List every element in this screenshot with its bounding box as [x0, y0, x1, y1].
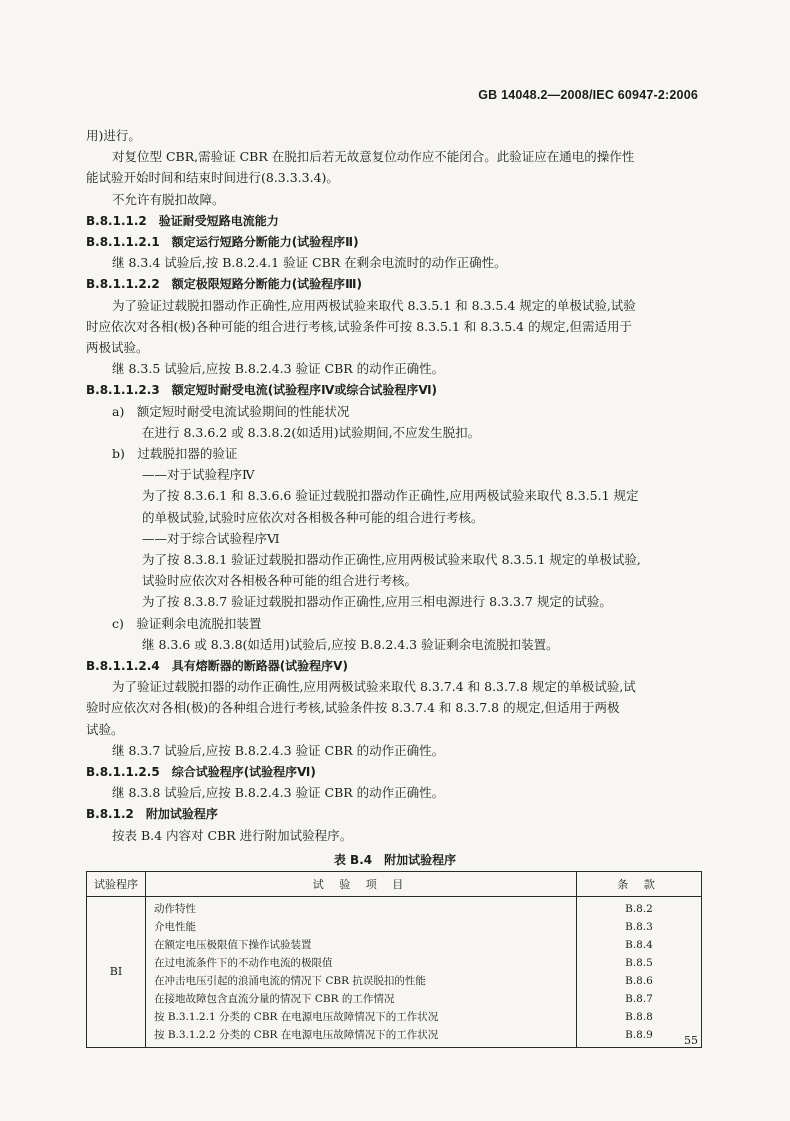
- paragraph-line: 两极试验。: [86, 340, 149, 355]
- clause-ref: B.8.2: [625, 902, 653, 915]
- section-heading: B.8.1.1.2.5 综合试验程序(试验程序Ⅵ): [86, 765, 316, 779]
- paragraph-line: 试验。: [86, 721, 124, 737]
- paragraph-line: 为了按 8.3.8.1 验证过载脱扣器动作正确性,应用两极试验来取代 8.3.5.1 规定的单极试验,: [142, 552, 641, 567]
- clause-ref: B.8.6: [625, 974, 653, 987]
- paragraph-line: 不允许有脱扣故障。: [112, 191, 225, 207]
- test-item: 在过电流条件下的不动作电流的极限值: [154, 956, 333, 969]
- paragraph-line: 能试验开始时间和结束时间进行(8.3.3.3.4)。: [86, 170, 339, 186]
- clause-ref: B.8.7: [625, 992, 653, 1005]
- clause-ref: B.8.4: [625, 938, 653, 951]
- paragraph-line: 对复位型 CBR,需验证 CBR 在脱扣后若无故意复位动作应不能闭合。此验证应在通电的操作性: [112, 149, 635, 165]
- test-item: 在冲击电压引起的浪涌电流的情况下 CBR 抗误脱扣的性能: [154, 974, 426, 987]
- section-heading: B.8.1.1.2.4 具有熔断器的断路器(试验程序Ⅴ): [86, 659, 348, 673]
- paragraph-line: 为了按 8.3.6.1 和 8.3.6.6 验证过载脱扣器动作正确性,应用两极试验来取代 8.3.5.1 规定: [142, 488, 639, 504]
- table-caption: 表 B.4 附加试验程序: [333, 852, 457, 867]
- section-heading: B.8.1.1.2.3 额定短时耐受电流(试验程序Ⅳ或综合试验程序Ⅵ): [86, 383, 438, 398]
- paragraph-line: 的单极试验,试验时应依次对各相极各种可能的组合进行考核。: [142, 509, 484, 525]
- table-row: [87, 896, 702, 1047]
- test-item: 按 B.3.1.2.2 分类的 CBR 在电源电压故障情况下的工作状况: [154, 1028, 439, 1041]
- test-item: 在接地故障包含直流分量的情况下 CBR 的工作情况: [154, 992, 395, 1005]
- paragraph-line: 用)进行。: [86, 128, 141, 143]
- paragraph-line: 为了验证过载脱扣器动作正确性,应用两极试验来取代 8.3.5.1 和 8.3.5.4 规定的单极试验,试验: [112, 297, 636, 313]
- test-item: 在额定电压极限值下操作试验装置: [154, 938, 312, 951]
- clause-cell: [577, 896, 702, 1047]
- header-program: 试验程序: [87, 871, 146, 896]
- header-clause: 条 款: [577, 871, 702, 896]
- paragraph-line: 试验时应依次对各相极各种可能的组合进行考核。: [142, 573, 418, 589]
- sub-list-item: ——对于综合试验程序Ⅵ: [142, 530, 280, 546]
- paragraph-line: 为了验证过载脱扣器的动作正确性,应用两极试验来取代 8.3.7.4 和 8.3.7.8 规定的单极试验,试: [112, 679, 636, 695]
- test-item: 按 B.3.1.2.1 分类的 CBR 在电源电压故障情况下的工作状况: [154, 1010, 439, 1023]
- clause-ref: B.8.8: [625, 1010, 653, 1023]
- test-item: 介电性能: [154, 920, 196, 933]
- test-program-table: [86, 871, 702, 1048]
- clause-ref: B.8.3: [625, 920, 653, 933]
- paragraph-line: 继 8.3.6 或 8.3.8(如适用)试验后,应按 B.8.2.4.3 验证剩余电流脱扣装置。: [142, 636, 559, 652]
- paragraph-line: 在进行 8.3.6.2 或 8.3.8.2(如适用)试验期间,不应发生脱扣。: [142, 424, 481, 440]
- paragraph-line: 按表 B.4 内容对 CBR 进行附加试验程序。: [112, 827, 353, 843]
- items-cell: [146, 896, 577, 1047]
- section-heading: B.8.1.2 附加试验程序: [86, 807, 218, 822]
- section-heading: B.8.1.1.2 验证耐受短路电流能力: [86, 213, 279, 228]
- sub-list-item: ——对于试验程序Ⅳ: [142, 467, 255, 483]
- section-heading: B.8.1.1.2.2 额定极限短路分断能力(试验程序Ⅲ): [86, 277, 363, 292]
- list-item: c) 验证剩余电流脱扣装置: [112, 615, 262, 631]
- paragraph-line: 继 8.3.5 试验后,应按 B.8.2.4.3 验证 CBR 的动作正确性。: [112, 361, 445, 377]
- paragraph-line: 为了按 8.3.8.7 验证过载脱扣器动作正确性,应用三相电源进行 8.3.3.7 规定的试验。: [142, 594, 612, 610]
- clause-ref: B.8.9: [625, 1028, 653, 1041]
- test-item: 动作特性: [154, 902, 196, 915]
- paragraph-line: 继 8.3.7 试验后,应按 B.8.2.4.3 验证 CBR 的动作正确性。: [112, 742, 445, 758]
- standard-header: GB 14048.2—2008/IEC 60947-2:2006: [478, 88, 698, 102]
- paragraph-line: 时应依次对各相(极)各种可能的组合进行考核,试验条件可按 8.3.5.1 和 8.3.5.4 的规定,但需适用于: [86, 318, 633, 334]
- section-heading: B.8.1.1.2.1 额定运行短路分断能力(试验程序Ⅱ): [86, 235, 359, 249]
- list-item: b) 过载脱扣器的验证: [112, 446, 238, 461]
- table-header-row: [87, 871, 702, 896]
- paragraph-line: 继 8.3.8 试验后,应按 B.8.2.4.3 验证 CBR 的动作正确性。: [112, 785, 445, 801]
- program-group-cell: BⅠ: [87, 896, 146, 1047]
- paragraph-line: 继 8.3.4 试验后,按 B.8.2.4.1 验证 CBR 在剩余电流时的动作正确性。: [112, 255, 507, 271]
- paragraph-line: 验时应依次对各相(极)的各种组合进行考核,试验条件按 8.3.7.4 和 8.3.7.8 的规定,但适用于两极: [86, 700, 620, 716]
- header-items: 试 验 项 目: [146, 871, 577, 896]
- list-item: a) 额定短时耐受电流试验期间的性能状况: [112, 403, 350, 419]
- page-number: 55: [684, 1034, 698, 1047]
- clause-ref: B.8.5: [625, 956, 653, 969]
